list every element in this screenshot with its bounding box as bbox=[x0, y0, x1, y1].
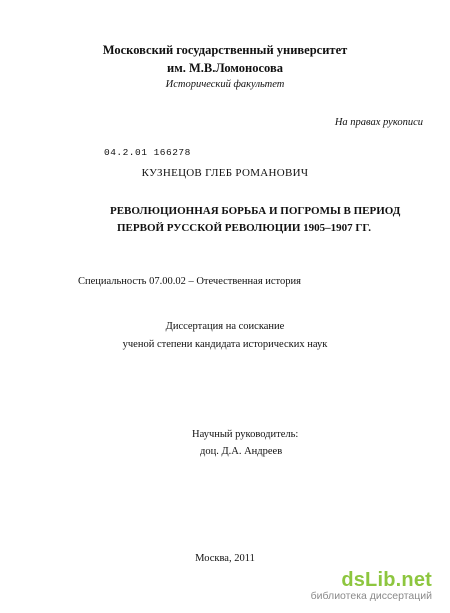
supervisor-label: Научный руководитель: bbox=[192, 429, 299, 440]
university-name: Московский государственный университет bbox=[102, 43, 348, 57]
dissertation-degree-line-2: ученой степени кандидата исторических наук bbox=[122, 339, 328, 350]
faculty-name: Исторический факультет bbox=[165, 79, 285, 90]
watermark-caption: библиотека диссертаций bbox=[310, 590, 432, 603]
specialty: Специальность 07.00.02 – Отечественная история bbox=[78, 276, 301, 287]
author-name: КУЗНЕЦОВ ГЛЕБ РОМАНОВИЧ bbox=[141, 167, 309, 179]
university-named-after: им. М.В.Ломоносова bbox=[167, 61, 283, 75]
supervisor-name: доц. Д.А. Андреев bbox=[200, 446, 283, 457]
watermark bbox=[311, 570, 432, 603]
watermark-logo: dsLib.net bbox=[341, 569, 432, 592]
dissertation-degree-line-1: Диссертация на соискание bbox=[165, 321, 285, 332]
dissertation-title-line-2: ПЕРВОЙ РУССКОЙ РЕВОЛЮЦИИ 1905–1907 ГГ. bbox=[117, 222, 371, 234]
dissertation-title-line-1: РЕВОЛЮЦИОННАЯ БОРЬБА И ПОГРОМЫ В ПЕРИОД bbox=[110, 205, 401, 217]
registration-stamp: 04.2.01 166278 bbox=[104, 147, 191, 158]
manuscript-note: На правах рукописи bbox=[334, 117, 423, 128]
city-year: Москва, 2011 bbox=[195, 553, 255, 564]
